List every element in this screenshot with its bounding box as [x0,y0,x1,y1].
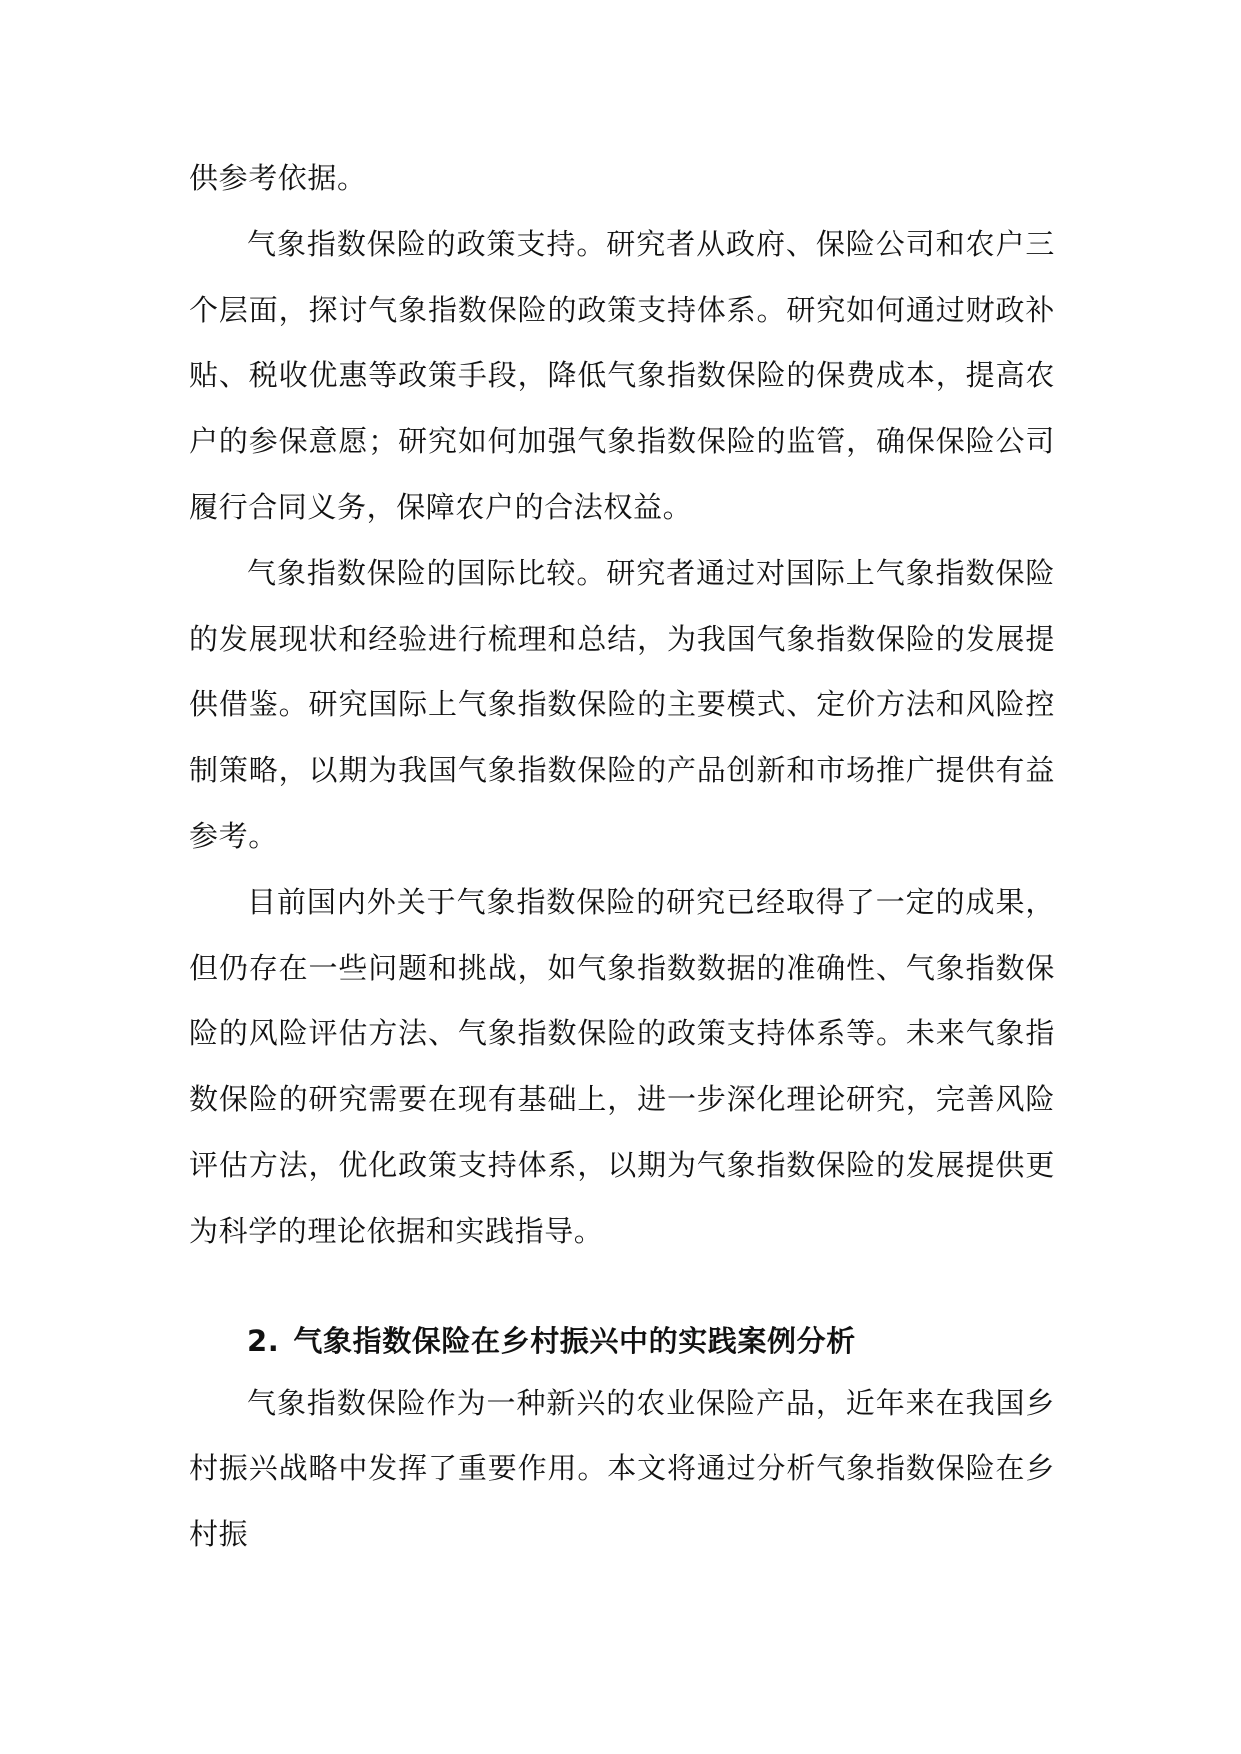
section-title: 气象指数保险在乡村振兴中的实践案例分析 [293,1323,856,1358]
document-body [189,146,1055,1568]
paragraph-policy-support: 气象指数保险的政策支持。研究者从政府、保险公司和农户三个层面，探讨气象指数保险的政策支持体系。研究如何通过财政补贴、税收优惠等政策手段，降低气象指数保险的保费成本，提高农户的参保意愿；研究如何加强气象指数保险的监管，确保保险公司履行合同义务，保障农户的合法权益。 [189,226,1055,524]
paragraph-international-comparison: 气象指数保险的国际比较。研究者通过对国际上气象指数保险的发展现状和经验进行梳理和总结，为我国气象指数保险的发展提供借鉴。研究国际上气象指数保险的主要模式、定价方法和风险控制策略，以期为我国气象指数保险的产品创新和市场推广提供有益参考。 [189,555,1055,853]
section-number: 2. [247,1323,280,1358]
paragraph-continuation: 供参考依据。 [189,161,367,195]
paragraph-research-summary: 目前国内外关于气象指数保险的研究已经取得了一定的成果，但仍存在一些问题和挑战，如气象指数数据的准确性、气象指数保险的风险评估方法、气象指数保险的政策支持体系等。未来气象指数保险的研究需要在现有基础上，进一步深化理论研究，完善风险评估方法，优化政策支持体系，以期为气象指数保险的发展提供更为科学的理论依据和实践指导。 [189,884,1055,1248]
paragraph-section-intro: 气象指数保险作为一种新兴的农业保险产品，近年来在我国乡村振兴战略中发挥了重要作用。本文将通过分析气象指数保险在乡村振 [189,1385,1055,1552]
section-heading [189,1311,1055,1371]
